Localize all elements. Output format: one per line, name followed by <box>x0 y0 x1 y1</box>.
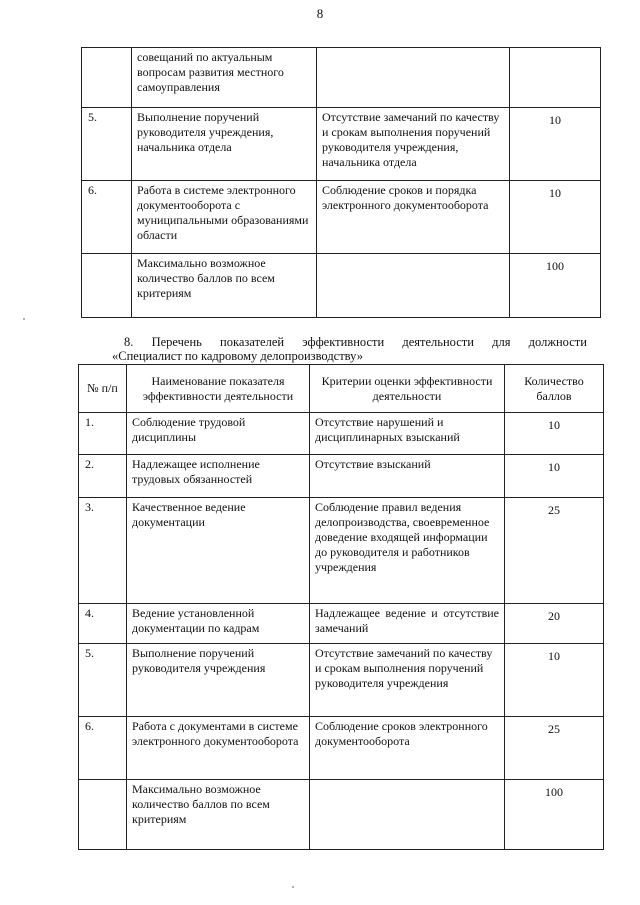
indicator-name: Выполнение поручений руководителя учреждения <box>127 644 310 717</box>
indicator-name: Работа в системе электронного документооборота с муниципальными образованиями области <box>132 181 317 254</box>
heading-word: эффективности <box>302 335 385 349</box>
scan-speck <box>23 318 25 320</box>
score: 10 <box>505 455 604 498</box>
section-heading <box>112 335 587 363</box>
table-row <box>79 717 604 780</box>
row-number <box>82 48 132 108</box>
header-name: Наименование показателя эффективности деятельности <box>127 365 310 413</box>
table-row <box>79 780 604 850</box>
evaluation-criteria: Отсутствие замечаний по качеству и срокам выполнения поручений руководителя учреждения <box>310 644 505 717</box>
indicator-name: Надлежащее исполнение трудовых обязанностей <box>127 455 310 498</box>
row-number <box>82 254 132 318</box>
criteria-table-section8 <box>78 364 604 850</box>
heading-word: должности <box>528 335 587 349</box>
heading-word: для <box>492 335 511 349</box>
indicator-name: Соблюдение трудовой дисциплины <box>127 413 310 455</box>
evaluation-criteria: Отсутствие замечаний по качеству и срокам выполнения поручений руководителя учреждения, начальника отдела <box>317 108 510 181</box>
row-number: 3. <box>79 498 127 604</box>
evaluation-criteria: Соблюдение сроков электронного документооборота <box>310 717 505 780</box>
row-number <box>79 780 127 850</box>
section-heading-line2: «Специалист по кадровому делопроизводству» <box>112 349 363 363</box>
row-number: 5. <box>79 644 127 717</box>
table-header-row <box>79 365 604 413</box>
score: 100 <box>505 780 604 850</box>
indicator-name: Максимально возможное количество баллов по всем критериям <box>132 254 317 318</box>
table-row <box>82 108 601 181</box>
scan-speck <box>292 886 294 888</box>
page-number: 8 <box>316 6 324 21</box>
score: 10 <box>510 108 601 181</box>
indicator-name: совещаний по актуальным вопросам развития местного самоуправления <box>132 48 317 108</box>
evaluation-criteria: Надлежащее ведение и отсутствие замечаний <box>310 604 505 644</box>
header-criteria: Критерии оценки эффективности деятельности <box>310 365 505 413</box>
row-number: 6. <box>79 717 127 780</box>
table-row <box>79 604 604 644</box>
row-number: 4. <box>79 604 127 644</box>
indicator-name: Качественное ведение документации <box>127 498 310 604</box>
evaluation-criteria: Соблюдение сроков и порядка электронного документооборота <box>317 181 510 254</box>
score: 20 <box>505 604 604 644</box>
table-row <box>79 455 604 498</box>
score: 10 <box>505 644 604 717</box>
header-score: Количество баллов <box>505 365 604 413</box>
table-row <box>79 498 604 604</box>
evaluation-criteria: Соблюдение правил ведения делопроизводства, своевременное доведение входящей информации до руководителя и работников учреждения <box>310 498 505 604</box>
table-row <box>82 48 601 108</box>
heading-word: Перечень <box>151 335 202 349</box>
evaluation-criteria <box>310 780 505 850</box>
header-num: № п/п <box>79 365 127 413</box>
indicator-name: Работа с документами в системе электронного документооборота <box>127 717 310 780</box>
score: 100 <box>510 254 601 318</box>
criteria-table-continued <box>81 47 601 318</box>
indicator-name: Выполнение поручений руководителя учреждения, начальника отдела <box>132 108 317 181</box>
evaluation-criteria: Отсутствие нарушений и дисциплинарных взысканий <box>310 413 505 455</box>
indicator-name: Максимально возможное количество баллов по всем критериям <box>127 780 310 850</box>
evaluation-criteria: Отсутствие взысканий <box>310 455 505 498</box>
evaluation-criteria <box>317 254 510 318</box>
table-row <box>82 254 601 318</box>
score: 25 <box>505 498 604 604</box>
row-number: 5. <box>82 108 132 181</box>
section-heading-line1 <box>112 335 587 349</box>
heading-word: показателей <box>220 335 285 349</box>
heading-word: деятельности <box>402 335 474 349</box>
row-number: 2. <box>79 455 127 498</box>
row-number: 1. <box>79 413 127 455</box>
row-number: 6. <box>82 181 132 254</box>
score <box>510 48 601 108</box>
evaluation-criteria <box>317 48 510 108</box>
table-row <box>82 181 601 254</box>
indicator-name: Ведение установленной документации по кадрам <box>127 604 310 644</box>
table-row <box>79 413 604 455</box>
heading-word: 8. <box>124 335 134 349</box>
table-row <box>79 644 604 717</box>
score: 25 <box>505 717 604 780</box>
score: 10 <box>505 413 604 455</box>
score: 10 <box>510 181 601 254</box>
